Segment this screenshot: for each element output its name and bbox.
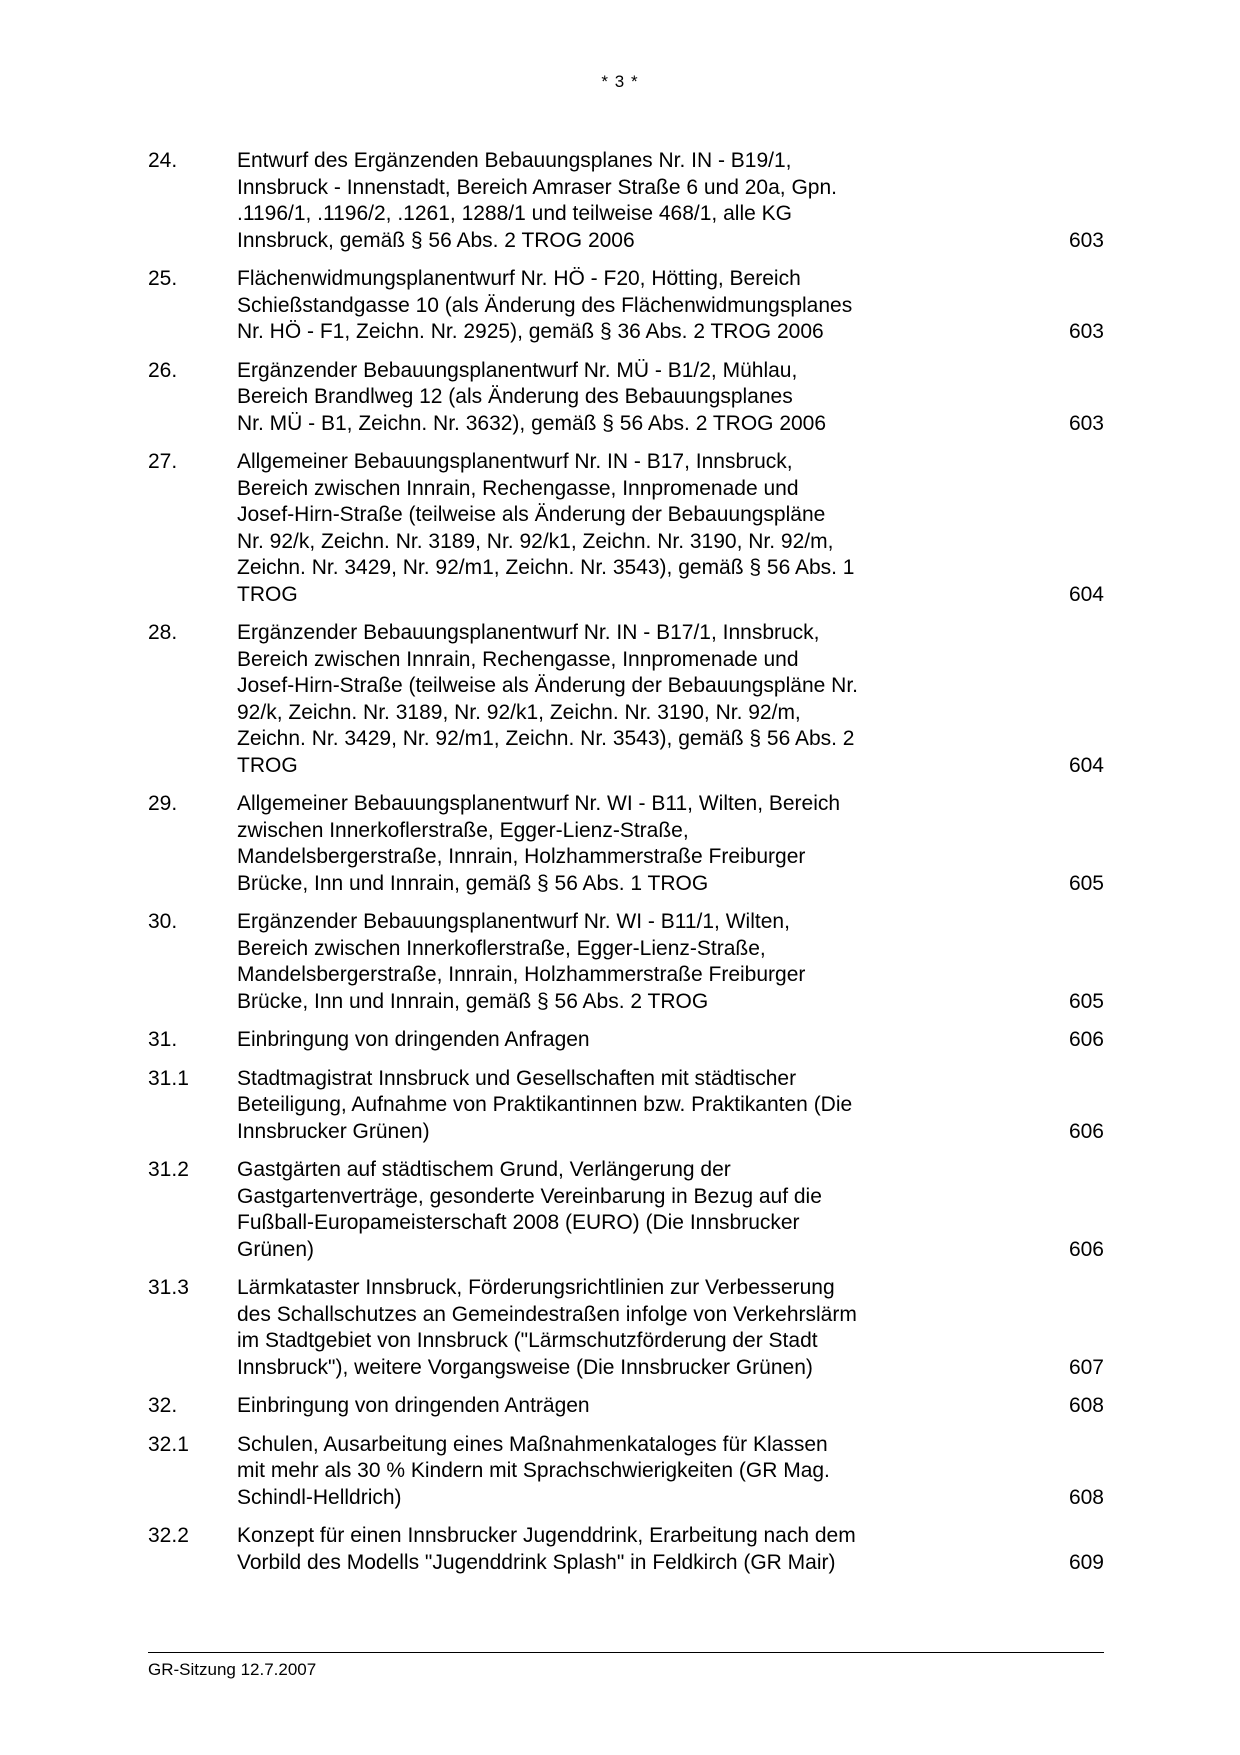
toc-entry-title [237, 1393, 937, 1420]
toc-entry-title-line: Nr. MÜ - B1, Zeichn. Nr. 3632), gemäß § 56 Abs. 2 TROG 2006 [237, 411, 827, 435]
toc-entry-title [237, 620, 937, 779]
toc-entry-title-line: Innsbruck"), weitere Vorgangsweise (Die Innsbrucker Grünen) [237, 1355, 813, 1379]
toc-entry-page-number: 603 [1068, 228, 1104, 252]
toc-entry-title-line: Schulen, Ausarbeitung eines Maßnahmenkataloges für Klassen [237, 1432, 828, 1456]
toc-entry-page-number: 606 [1068, 1237, 1104, 1261]
toc-entry-title-line: .1196/1, .1196/2, .1261, 1288/1 und teilweise 468/1, alle KG [237, 202, 792, 225]
toc-entry-title [237, 449, 937, 608]
toc-entry-title-line: Allgemeiner Bebauungsplanentwurf Nr. WI - B11, Wilten, Bereich [237, 792, 841, 815]
toc-entry-title-line: Entwurf des Ergänzenden Bebauungsplanes Nr. IN - B19/1, [237, 149, 792, 172]
toc-entry-title-line: Ergänzender Bebauungsplanentwurf Nr. MÜ - B1/2, Mühlau, [237, 358, 798, 382]
toc-entry-title-line: Zeichn. Nr. 3429, Nr. 92/m1, Zeichn. Nr. 3543), gemäß § 56 Abs. 2 [237, 727, 855, 750]
toc-entry-title-line: Nr. 92/k, Zeichn. Nr. 3189, Nr. 92/k1, Zeichn. Nr. 3190, Nr. 92/m, [237, 529, 834, 553]
toc-entry-number: 30. [148, 910, 178, 933]
toc-entry-number: 24. [148, 149, 178, 172]
toc-entry-number: 31.2 [148, 1158, 189, 1181]
toc-entry-page-number: 606 [1068, 1028, 1104, 1051]
toc-entry-number: 31. [148, 1028, 178, 1051]
toc-entry [148, 1432, 1104, 1512]
toc-entry-title-line: Bereich zwischen Innrain, Rechengasse, Innpromenade und [237, 647, 799, 671]
toc-entry-title-line: Brücke, Inn und Innrain, gemäß § 56 Abs. 2 TROG [237, 989, 709, 1013]
page-header: * 3 * [601, 72, 639, 91]
toc-entry [148, 1027, 1104, 1054]
toc-entry-title-line: Bereich Brandlweg 12 (als Änderung des Bebauungsplanes [237, 385, 793, 408]
toc-entry-title-line: im Stadtgebiet von Innsbruck ("Lärmschutzförderung der Stadt [237, 1329, 818, 1352]
toc-entry-title-line: mit mehr als 30 % Kindern mit Sprachschwierigkeiten (GR Mag. [237, 1459, 830, 1482]
toc-entry [148, 620, 1104, 779]
toc-entry-title-line: Schindl-Helldrich) [237, 1485, 402, 1509]
toc-entry-page-number: 605 [1068, 871, 1104, 895]
toc-entry-title-line: Vorbild des Modells "Jugenddrink Splash" in Feldkirch (GR Mair) [237, 1550, 836, 1574]
toc-entry-title-line: Flächenwidmungsplanentwurf Nr. HÖ - F20, Hötting, Bereich [237, 267, 801, 290]
toc-entry-title-line: Schießstandgasse 10 (als Änderung des Flächenwidmungsplanes [237, 293, 853, 317]
toc-entry-title-line: Innsbruck, gemäß § 56 Abs. 2 TROG 2006 [237, 228, 635, 252]
toc-entry-page-number: 606 [1068, 1119, 1104, 1143]
toc-entry-title [237, 1432, 937, 1512]
toc-entry-page-number: 604 [1068, 753, 1104, 777]
toc-entry-title [237, 791, 937, 897]
toc-entry-number: 31.1 [148, 1066, 189, 1090]
toc-entry-page-number: 605 [1068, 989, 1104, 1013]
toc-entry-title-line: Gastgartenverträge, gesonderte Vereinbarung in Bezug auf die [237, 1184, 822, 1208]
toc-entry-title-line: Nr. HÖ - F1, Zeichn. Nr. 2925), gemäß § 36 Abs. 2 TROG 2006 [237, 320, 824, 343]
toc-entry [148, 1066, 1104, 1146]
toc-entry-title-line: Einbringung von dringenden Anfragen [237, 1028, 590, 1051]
toc-entry [148, 791, 1104, 897]
toc-entry-title-line: Mandelsbergerstraße, Innrain, Holzhammerstraße Freiburger [237, 845, 806, 868]
toc-entry-number: 27. [148, 450, 178, 473]
toc-entry-page-number: 608 [1068, 1394, 1104, 1417]
toc-entry-number: 31.3 [148, 1276, 189, 1299]
toc-entry-title-line: Zeichn. Nr. 3429, Nr. 92/m1, Zeichn. Nr. 3543), gemäß § 56 Abs. 1 [237, 556, 855, 579]
footer-divider [148, 1652, 1104, 1653]
toc-entry [148, 909, 1104, 1015]
toc-entry-page-number: 608 [1068, 1485, 1104, 1509]
toc-entry-title-line: TROG [237, 582, 298, 606]
footer-text: GR-Sitzung 12.7.2007 [148, 1660, 317, 1679]
toc-entry-page-number: 607 [1068, 1355, 1104, 1379]
toc-entry [148, 266, 1104, 346]
toc-entry-number: 25. [148, 267, 178, 290]
toc-entry-title-line: Beteiligung, Aufnahme von Praktikantinnen bzw. Praktikanten (Die [237, 1093, 853, 1116]
toc-entry-number: 32.2 [148, 1524, 189, 1547]
toc-entry-number: 26. [148, 358, 178, 382]
toc-entry-title [237, 1027, 937, 1054]
toc-entry [148, 1157, 1104, 1263]
toc-entry [148, 449, 1104, 608]
toc-entry [148, 1275, 1104, 1381]
toc-entry-title-line: Bereich zwischen Innerkoflerstraße, Egger-Lienz-Straße, [237, 936, 766, 960]
toc-entry [148, 1523, 1104, 1576]
toc-entry-title-line: Mandelsbergerstraße, Innrain, Holzhammerstraße Freiburger [237, 963, 806, 986]
toc-entry-title-line: Josef-Hirn-Straße (teilweise als Änderung der Bebauungspläne Nr. [237, 674, 858, 697]
toc-entry-title-line: des Schallschutzes an Gemeindestraßen infolge von Verkehrslärm [237, 1302, 857, 1326]
toc-entry-title-line: Bereich zwischen Innrain, Rechengasse, Innpromenade und [237, 476, 799, 500]
toc-entry-title-line: Brücke, Inn und Innrain, gemäß § 56 Abs. 1 TROG [237, 871, 709, 895]
toc-entry-page-number: 604 [1068, 582, 1104, 606]
toc-entry-title-line: Grünen) [237, 1237, 315, 1261]
toc-entry-page-number: 609 [1068, 1550, 1104, 1574]
toc-entry-number: 32. [148, 1394, 178, 1417]
toc-entry-number: 32.1 [148, 1432, 189, 1456]
toc-entry-title-line: Gastgärten auf städtischem Grund, Verlängerung der [237, 1158, 731, 1181]
toc-entry-number: 28. [148, 621, 178, 644]
toc-entry-title-line: Einbringung von dringenden Anträgen [237, 1394, 590, 1417]
toc-entry-title-line: TROG [237, 753, 298, 777]
toc-entry-title-line: Lärmkataster Innsbruck, Förderungsrichtlinien zur Verbesserung [237, 1276, 835, 1299]
toc-entry-number: 29. [148, 792, 178, 815]
toc-entry-title-line: Allgemeiner Bebauungsplanentwurf Nr. IN - B17, Innsbruck, [237, 450, 793, 473]
toc-entry-title [237, 148, 937, 254]
toc-entry-title-line: 92/k, Zeichn. Nr. 3189, Nr. 92/k1, Zeichn. Nr. 3190, Nr. 92/m, [237, 700, 801, 724]
toc-entry-title-line: Innsbruck - Innenstadt, Bereich Amraser Straße 6 und 20a, Gpn. [237, 175, 837, 199]
toc-entry [148, 148, 1104, 254]
toc-entry-title [237, 1157, 937, 1263]
toc-entry-title-line: Ergänzender Bebauungsplanentwurf Nr. IN - B17/1, Innsbruck, [237, 621, 820, 644]
toc-entry-title [237, 909, 937, 1015]
toc-entry-title-line: Innsbrucker Grünen) [237, 1119, 430, 1143]
toc-entry [148, 358, 1104, 438]
toc-entry-title-line: zwischen Innerkoflerstraße, Egger-Lienz-Straße, [237, 818, 689, 842]
table-of-contents [148, 148, 1104, 1588]
toc-entry-title-line: Josef-Hirn-Straße (teilweise als Änderung der Bebauungspläne [237, 503, 826, 526]
toc-entry-page-number: 603 [1068, 320, 1104, 343]
toc-entry-page-number: 603 [1068, 411, 1104, 435]
toc-entry-title-line: Stadtmagistrat Innsbruck und Gesellschaften mit städtischer [237, 1066, 797, 1090]
toc-entry-title-line: Ergänzender Bebauungsplanentwurf Nr. WI - B11/1, Wilten, [237, 910, 790, 933]
toc-entry-title [237, 266, 937, 346]
toc-entry-title [237, 1275, 937, 1381]
toc-entry-title [237, 1523, 937, 1576]
toc-entry-title [237, 358, 937, 438]
toc-entry-title [237, 1066, 937, 1146]
toc-entry-title-line: Fußball-Europameisterschaft 2008 (EURO) (Die Innsbrucker [237, 1211, 800, 1234]
toc-entry [148, 1393, 1104, 1420]
toc-entry-title-line: Konzept für einen Innsbrucker Jugenddrink, Erarbeitung nach dem [237, 1524, 856, 1547]
